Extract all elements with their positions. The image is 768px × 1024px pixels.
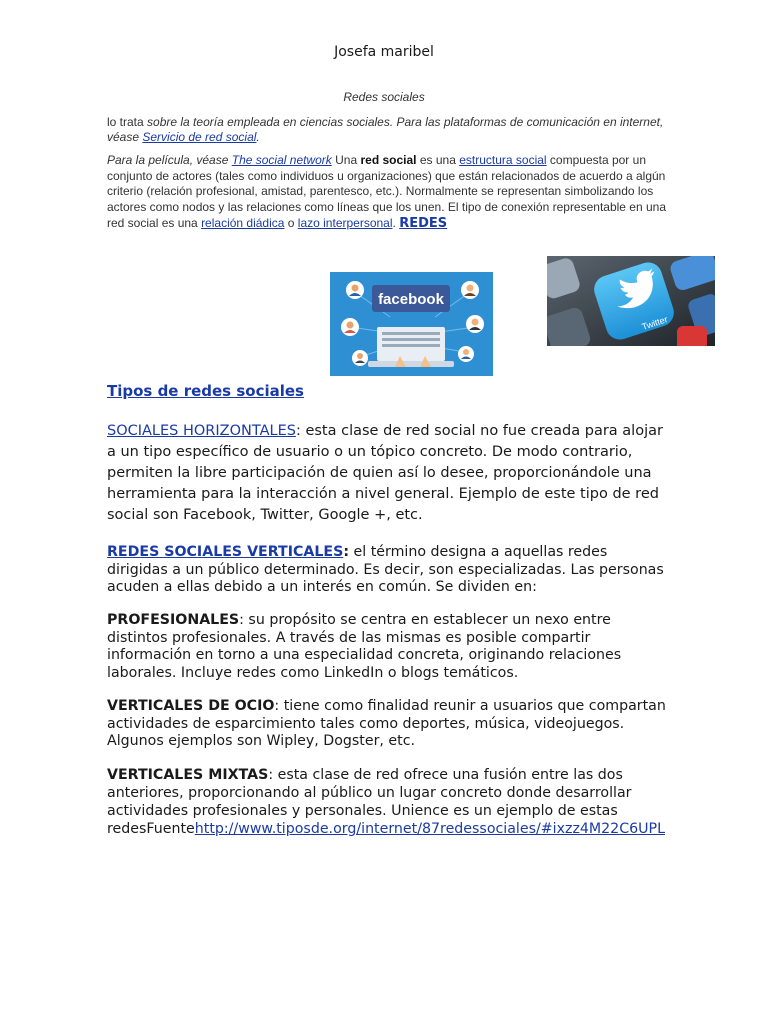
wiki-definition-paragraph [107, 153, 667, 232]
profesionales-text: : su propósito se centra en establecer un nexo entre distintos profesionales. A través de las mismas es posible compartir información en torno a una especialidad concreta, originando relaciones laborales. Incluye redes como LinkedIn o blogs temáticos. [107, 612, 622, 681]
movie-note-lead: Para la película, véase [107, 153, 232, 167]
document-subtitle: Redes sociales [343, 90, 425, 104]
profesionales-title: PROFESIONALES [107, 612, 240, 628]
social-network-movie-link[interactable]: The social network [231, 153, 332, 167]
def-text-3: compuesta por un conjunto de actores (tales como individuos u organizaciones) que están relacionados de acuerdo a algún criterio (relación profesional, amistad, parentesco, etc.). Normalmente se representan simbolizando los actores como nodos y las relaciones como líneas que los unen. El tipo de conexión representable en una red social es una [107, 153, 667, 230]
mixtas-title: VERTICALES MIXTAS [107, 767, 269, 783]
facebook-logo-text: facebook [378, 291, 444, 308]
verticales-title-link[interactable]: REDES SOCIALES VERTICALES [107, 544, 344, 560]
ocio-paragraph [107, 698, 672, 751]
mixtas-paragraph [107, 766, 672, 838]
wiki-intro-part3: . [256, 130, 260, 144]
wiki-intro-part1: lo trata [107, 115, 148, 129]
red-social-term: red social [360, 153, 417, 167]
profesionales-paragraph [107, 612, 672, 682]
def-text-4: o [284, 215, 298, 230]
wiki-disambiguation-note [107, 115, 667, 145]
lazo-interpersonal-link[interactable]: lazo interpersonal [297, 215, 393, 230]
horizontales-title-link[interactable]: SOCIALES HORIZONTALES [107, 423, 296, 439]
relacion-diadica-link[interactable]: relación diádica [201, 215, 285, 230]
def-text-2: es una [416, 153, 460, 167]
estructura-social-link[interactable]: estructura social [459, 153, 547, 167]
verticales-colon: : [343, 544, 350, 560]
servicio-red-social-link[interactable]: Servicio de red social [142, 130, 257, 144]
ocio-text: : tiene como finalidad reunir a usuarios que compartan actividades de esparcimiento tales como deportes, música, videojuegos. Algunos ejemplos son Wipley, Dogster, etc. [107, 698, 666, 749]
def-text-5: . [392, 215, 400, 230]
horizontales-text: : esta clase de red social no fue creada para alojar a un tipo específico de usuario o un tópico concreto. De modo contrario, permiten la libre participación de quien así lo desee, proporcionándole una herramienta para la interacción a nivel general. Ejemplo de este tipo de red social son Facebook, Twitter, Google +, etc. [107, 423, 663, 523]
facebook-illustration [330, 272, 493, 376]
tiposde-source-link[interactable]: http://www.tiposde.org/internet/87redessociales/#ixzz4M22C6UPL [194, 821, 665, 837]
def-text-1: Una [331, 153, 361, 167]
document-author: Josefa maribel [334, 44, 434, 60]
twitter-label-text: Twitter [640, 314, 669, 332]
mixtas-text: : esta clase de red ofrece una fusión entre las dos anteriores, proporcionando al público un lugar concreto donde desarrollar actividades profesionales y personales. Unience es un ejemplo de estas redesFuente [107, 767, 632, 837]
section-title-tipos[interactable]: Tipos de redes sociales [107, 382, 304, 400]
redes-link[interactable]: REDES [399, 215, 448, 231]
verticales-text: el término designa a aquellas redes dirigidas a un público determinado. Es decir, son especializadas. Las personas acuden a ellas debido a un interés en común. Se dividen en: [107, 544, 664, 595]
horizontales-paragraph [107, 421, 672, 526]
verticales-paragraph [107, 544, 672, 597]
ocio-title: VERTICALES DE OCIO [107, 698, 275, 714]
wiki-intro-part2: sobre la teoría empleada en ciencias sociales. Para las plataformas de comunicación en internet, véase [107, 115, 664, 144]
twitter-app-photo [547, 256, 715, 346]
